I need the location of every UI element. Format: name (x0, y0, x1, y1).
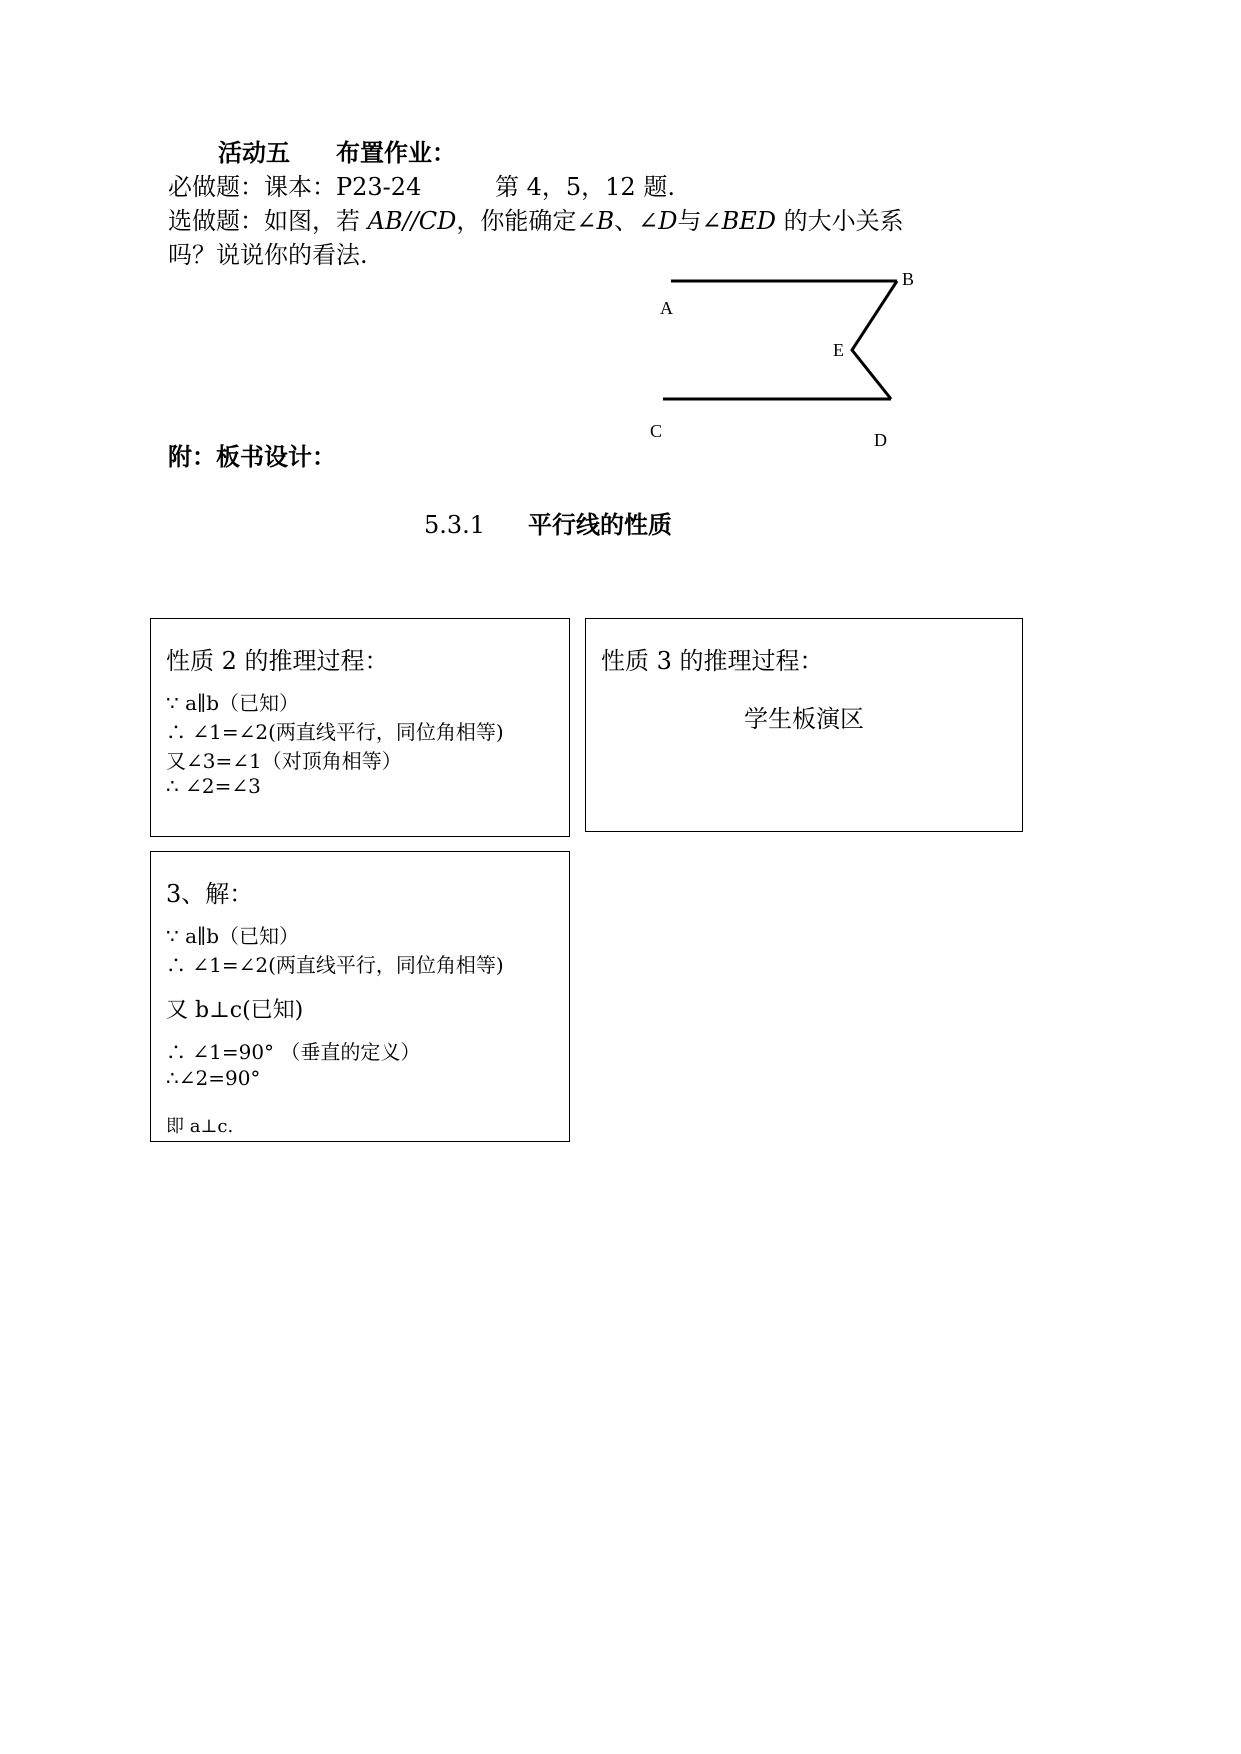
angle-b: B (596, 207, 615, 235)
property3-title: 性质 3 的推理过程： (601, 647, 824, 675)
solution3-line: ∴ ∠1=∠2(两直线平行，同位角相等) (166, 953, 504, 977)
segment-b-e-d (852, 281, 897, 399)
optional-with: 与∠ (677, 207, 722, 235)
property2-title: 性质 2 的推理过程： (166, 647, 389, 675)
angle-bed: BED (721, 207, 777, 235)
optional-mid: ，你能确定∠ (456, 207, 597, 235)
property2-reasoning-box (150, 618, 570, 837)
property2-line: 又∠3=∠1（对顶角相等） (166, 749, 402, 773)
optional-homework-line1 (168, 204, 904, 238)
solution3-line: 即 a⊥c. (166, 1116, 234, 1137)
activity-heading-right: 布置作业： (336, 139, 456, 167)
property2-line: ∴ ∠1=∠2(两直线平行，同位角相等) (166, 720, 504, 744)
parallel-lines-figure (640, 262, 930, 452)
parallel-expression: AB//CD (367, 207, 457, 235)
solution3-line: ∴∠2=90° (166, 1066, 261, 1090)
label-c: C (650, 421, 663, 441)
section-number: 5.3.1 (424, 511, 486, 539)
optional-sep: 、∠ (614, 207, 659, 235)
optional-prefix: 选做题：如图，若 (168, 207, 368, 235)
label-b: B (902, 269, 915, 289)
label-a: A (660, 298, 673, 318)
solution3-line: 又 b⊥c(已知) (166, 998, 304, 1023)
required-homework-label: 必做题：课本：P23-24 (168, 173, 422, 201)
solution3-line: ∵ a∥b（已知） (166, 924, 300, 948)
solution3-box (150, 851, 570, 1142)
activity-heading-left: 活动五 (218, 139, 290, 167)
solution3-title: 3、解： (166, 880, 254, 908)
student-board-area-label: 学生板演区 (744, 705, 864, 733)
required-homework-items: 第 4，5，12 题. (495, 173, 675, 201)
angle-d: D (658, 207, 678, 235)
blackboard-heading: 附：板书设计： (168, 443, 336, 471)
optional-suffix: 的大小关系 (776, 207, 904, 235)
property2-line: ∴ ∠2=∠3 (166, 774, 261, 798)
property3-reasoning-box (585, 618, 1023, 832)
label-e: E (833, 340, 844, 360)
section-title: 平行线的性质 (528, 511, 672, 539)
property2-line: ∵ a∥b（已知） (166, 691, 300, 715)
label-d: D (874, 430, 887, 450)
optional-homework-line2: 吗？说说你的看法. (168, 241, 368, 269)
solution3-line: ∴ ∠1=90° （垂直的定义） (166, 1040, 421, 1064)
